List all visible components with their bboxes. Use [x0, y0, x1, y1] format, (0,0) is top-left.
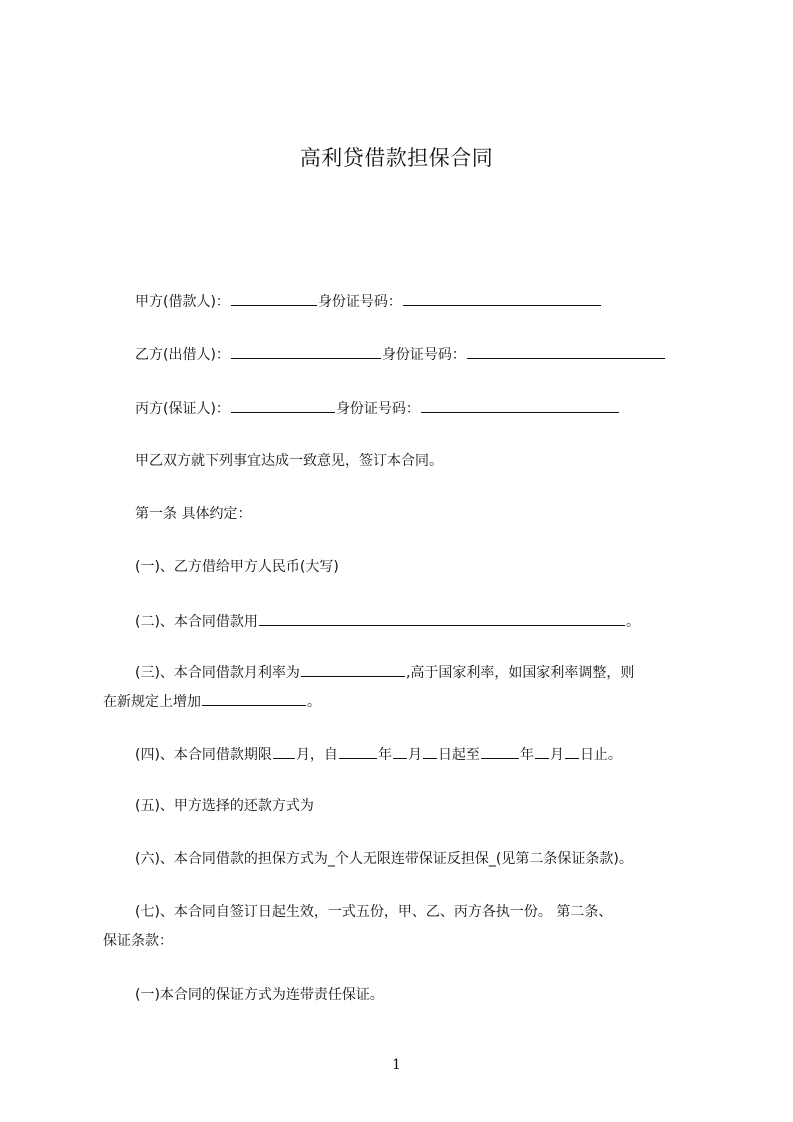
article2-item1-text: (一)本合同的保证方式为连带责任保证。	[135, 987, 384, 1003]
item4-start-day-blank[interactable]	[423, 743, 437, 759]
item3-line2	[103, 688, 713, 717]
item4-end-month-blank[interactable]	[535, 743, 549, 759]
party-a-name-blank[interactable]	[231, 290, 317, 306]
item4-from-label: 月，自	[295, 747, 338, 763]
page-number: 1	[392, 1057, 401, 1073]
item3-part4: 。	[307, 694, 321, 710]
item3-rate-blank[interactable]	[301, 661, 405, 677]
item4-start-month-blank[interactable]	[393, 743, 407, 759]
item2-purpose-blank[interactable]	[259, 610, 625, 626]
party-c-id-label: 身份证号码：	[335, 401, 420, 417]
party-b-name-blank[interactable]	[231, 343, 381, 359]
intro-text: 甲乙双方就下列事宜达成一致意见，签订本合同。	[135, 453, 443, 469]
item3-increase-blank[interactable]	[202, 690, 306, 706]
item4-end-label: 日止。	[579, 747, 622, 763]
item4-month-label: 月	[407, 747, 422, 763]
party-b-id-label: 身份证号码：	[381, 347, 466, 363]
document-title: 高利贷借款担保合同	[299, 146, 494, 170]
item7-paragraph	[103, 898, 713, 956]
article1-heading: 第一条 具体约定：	[135, 506, 252, 522]
party-c-line	[135, 397, 620, 419]
item4-year-label: 年	[377, 747, 392, 763]
party-b-label: 乙方(出借人)：	[135, 347, 230, 363]
item2-line	[135, 610, 640, 632]
item3-line1	[103, 659, 713, 688]
item5-text: (五)、甲方选择的还款方式为	[135, 798, 314, 814]
party-b-id-blank[interactable]	[467, 343, 665, 359]
item7-line2: 保证条款：	[103, 933, 173, 949]
party-c-name-blank[interactable]	[231, 397, 335, 413]
item7-line1: (七)、本合同自签订日起生效，一式五份，甲、乙、丙方各执一份。 第二条、	[135, 904, 613, 920]
party-b-line	[135, 343, 666, 365]
item4-until-label: 日起至	[437, 747, 480, 763]
item3-part2: ,高于国家利率，如国家利率调整，则	[405, 665, 635, 681]
item4-end-day-blank[interactable]	[565, 743, 579, 759]
item3-part3: 在新规定上增加	[103, 694, 201, 710]
item4-end-year-label: 年	[519, 747, 534, 763]
party-a-line	[135, 290, 602, 312]
item4-end-month-label: 月	[549, 747, 564, 763]
party-a-id-blank[interactable]	[403, 290, 601, 306]
party-a-label: 甲方(借款人)：	[135, 294, 230, 310]
item4-line	[135, 743, 622, 765]
item4-months-blank[interactable]	[273, 743, 295, 759]
party-a-id-label: 身份证号码：	[317, 294, 402, 310]
item6-text: (六)、本合同借款的担保方式为_个人无限连带保证反担保_(见第二条保证条款)。	[135, 851, 633, 867]
item4-start-year-blank[interactable]	[339, 743, 377, 759]
item3-part1: (三)、本合同借款月利率为	[135, 665, 300, 681]
item1-text: (一)、乙方借给甲方人民币(大写)	[135, 559, 339, 575]
party-c-label: 丙方(保证人)：	[135, 401, 230, 417]
item2-suffix: 。	[625, 614, 640, 630]
item4-term-label: (四)、本合同借款期限	[135, 747, 272, 763]
party-c-id-blank[interactable]	[421, 397, 619, 413]
item3-paragraph	[103, 659, 713, 717]
item2-prefix: (二)、本合同借款用	[135, 614, 258, 630]
item4-end-year-blank[interactable]	[481, 743, 519, 759]
